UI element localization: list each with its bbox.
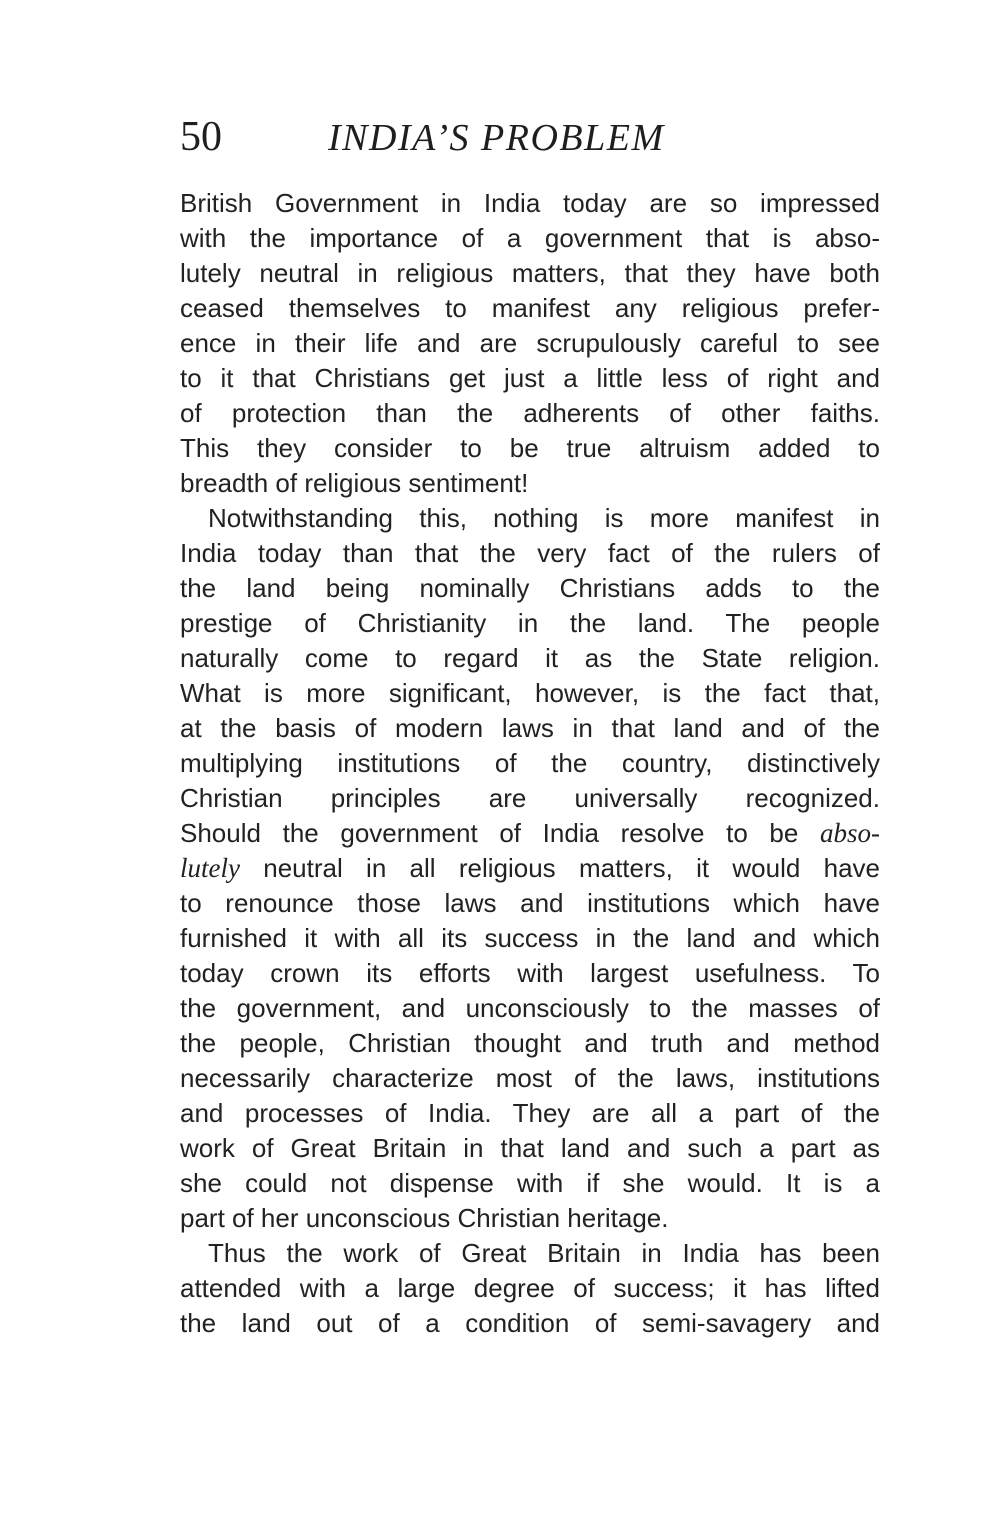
text-line: breadth of religious sentiment!	[180, 468, 529, 498]
text-line: the people, Christian thought and truth and method	[180, 1028, 880, 1058]
text-line: What is more significant, however, is the fact that,	[180, 678, 880, 708]
text-line: part of her unconscious Christian heritage.	[180, 1203, 669, 1233]
italic-word: lutely	[180, 853, 240, 883]
text-line: the government, and unconsciously to the masses of	[180, 993, 880, 1023]
text-line: the land out of a condition of semi-savagery and	[180, 1308, 880, 1338]
text-line: multiplying institutions of the country, distinctively	[180, 748, 880, 778]
text-line: work of Great Britain in that land and such a part as	[180, 1133, 880, 1163]
text-line: Christian principles are universally recognized.	[180, 783, 880, 813]
text-line	[180, 816, 880, 851]
paragraph-3	[180, 1236, 880, 1341]
text-line: the land being nominally Christians adds to the	[180, 573, 880, 603]
text-line: lutely neutral in religious matters, that they have both	[180, 258, 880, 288]
text-line: ceased themselves to manifest any religious prefer-	[180, 293, 880, 323]
text-line: prestige of Christianity in the land. The people	[180, 608, 880, 638]
body-text	[180, 186, 880, 1341]
text-span: neutral in all religious matters, it would have	[263, 853, 880, 883]
text-line: to renounce those laws and institutions which have	[180, 888, 880, 918]
text-line: naturally come to regard it as the State religion.	[180, 643, 880, 673]
text-line: with the importance of a government that is abso-	[180, 223, 880, 253]
text-line: she could not dispense with if she would. It is a	[180, 1168, 880, 1198]
text-line: This they consider to be true altruism added to	[180, 433, 880, 463]
page-number: 50	[180, 114, 222, 160]
text-line: to it that Christians get just a little less of right and	[180, 363, 880, 393]
running-title: INDIA’S PROBLEM	[328, 117, 665, 159]
paragraph-1	[180, 186, 880, 501]
text-line: British Government in India today are so impressed	[180, 188, 880, 218]
text-line: of protection than the adherents of other faiths.	[180, 398, 880, 428]
text-line: today crown its efforts with largest usefulness. To	[180, 958, 880, 988]
running-head	[180, 108, 880, 168]
text-line: India today than that the very fact of the rulers of	[180, 538, 880, 568]
text-line: necessarily characterize most of the laws, institutions	[180, 1063, 880, 1093]
italic-word: abso-	[820, 818, 880, 848]
text-line: furnished it with all its success in the land and which	[180, 923, 880, 953]
paragraph-2	[180, 501, 880, 1236]
text-line: Notwithstanding this, nothing is more manifest in	[208, 503, 880, 533]
text-span: Should the government of India resolve to be	[180, 818, 799, 848]
text-line: and processes of India. They are all a part of the	[180, 1098, 880, 1128]
text-line: Thus the work of Great Britain in India has been	[208, 1238, 880, 1268]
text-line	[180, 851, 880, 886]
text-line: ence in their life and are scrupulously careful to see	[180, 328, 880, 358]
text-line: at the basis of modern laws in that land and of the	[180, 713, 880, 743]
text-line: attended with a large degree of success; it has lifted	[180, 1273, 880, 1303]
